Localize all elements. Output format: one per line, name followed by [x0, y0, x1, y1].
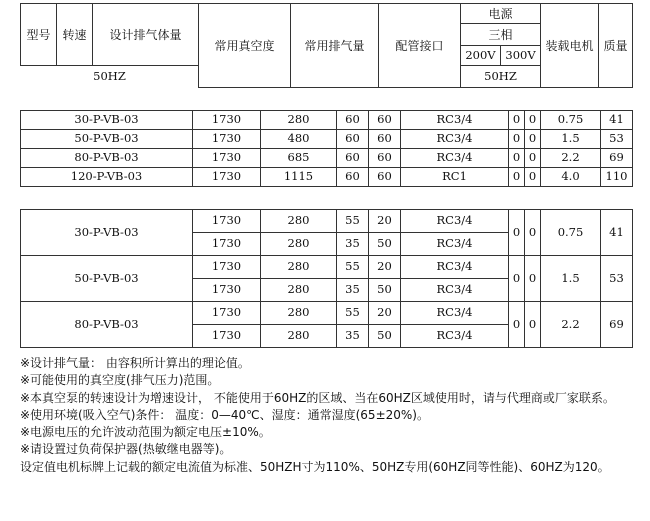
cell-v300: 0	[525, 210, 541, 256]
cell-v300: 0	[525, 130, 541, 149]
header-hz-design: 50HZ	[21, 66, 199, 88]
cell-speed: 1730	[193, 279, 261, 302]
header-300v: 300V	[501, 46, 541, 66]
note-line: ※使用环境(吸入空气)条件： 温度：0—40℃、湿度：通常湿度(65±20%)。	[20, 407, 429, 422]
cell-displacement: 280	[261, 210, 337, 233]
cell-displacement: 280	[261, 302, 337, 325]
cell-vacuum: 35	[337, 233, 369, 256]
header-pipe-port: 配管接口	[379, 4, 461, 88]
cell-motor: 4.0	[541, 168, 601, 187]
cell-speed: 1730	[193, 111, 261, 130]
cell-flow: 50	[369, 325, 401, 348]
cell-vacuum: 55	[337, 302, 369, 325]
cell-vacuum: 60	[337, 111, 369, 130]
cell-motor: 1.5	[541, 130, 601, 149]
cell-v200: 0	[509, 149, 525, 168]
cell-model: 80-P-VB-03	[21, 149, 193, 168]
cell-v200: 0	[509, 210, 525, 256]
cell-port: RC3/4	[401, 256, 509, 279]
cell-speed: 1730	[193, 130, 261, 149]
cell-port: RC3/4	[401, 149, 509, 168]
cell-mass: 53	[601, 256, 633, 302]
cell-model: 50-P-VB-03	[21, 256, 193, 302]
note-line: ※请设置过负荷保护器(热敏继电器等)。	[20, 442, 232, 457]
cell-vacuum: 55	[337, 210, 369, 233]
cell-speed: 1730	[193, 210, 261, 233]
cell-speed: 1730	[193, 149, 261, 168]
cell-displacement: 280	[261, 279, 337, 302]
cell-mass: 41	[601, 111, 633, 130]
cell-vacuum: 55	[337, 256, 369, 279]
table-row	[21, 130, 633, 149]
header-motor: 装载电机	[541, 4, 599, 88]
cell-v200: 0	[509, 168, 525, 187]
cell-v300: 0	[525, 111, 541, 130]
cell-vacuum: 35	[337, 325, 369, 348]
cell-speed: 1730	[193, 256, 261, 279]
table-row	[21, 256, 633, 279]
cell-motor: 2.2	[541, 149, 601, 168]
cell-vacuum: 60	[337, 130, 369, 149]
cell-mass: 69	[601, 149, 633, 168]
table-row	[21, 111, 633, 130]
note-line: ※电源电压的允许波动范围为额定电压±10%。	[20, 425, 271, 440]
cell-flow: 60	[369, 130, 401, 149]
spec-table-1	[20, 110, 633, 187]
cell-motor: 0.75	[541, 210, 601, 256]
cell-flow: 20	[369, 256, 401, 279]
cell-displacement: 685	[261, 149, 337, 168]
cell-displacement: 280	[261, 325, 337, 348]
cell-speed: 1730	[193, 325, 261, 348]
table-row	[21, 168, 633, 187]
cell-vacuum: 60	[337, 149, 369, 168]
cell-flow: 20	[369, 210, 401, 233]
table-row	[21, 149, 633, 168]
cell-speed: 1730	[193, 233, 261, 256]
cell-motor: 1.5	[541, 256, 601, 302]
cell-motor: 0.75	[541, 111, 601, 130]
cell-vacuum: 60	[337, 168, 369, 187]
cell-flow: 20	[369, 302, 401, 325]
cell-port: RC3/4	[401, 233, 509, 256]
cell-flow: 60	[369, 111, 401, 130]
cell-displacement: 480	[261, 130, 337, 149]
header-common-displacement: 常用排气量	[291, 4, 379, 88]
note-line: ※可能使用的真空度(排气压力)范围。	[20, 373, 220, 388]
spec-header-table	[20, 3, 633, 88]
cell-motor: 2.2	[541, 302, 601, 348]
header-model: 型号	[21, 4, 57, 66]
cell-v300: 0	[525, 149, 541, 168]
cell-model: 30-P-VB-03	[21, 111, 193, 130]
cell-displacement: 280	[261, 256, 337, 279]
cell-displacement: 280	[261, 233, 337, 256]
cell-displacement: 280	[261, 111, 337, 130]
cell-mass: 41	[601, 210, 633, 256]
cell-port: RC3/4	[401, 210, 509, 233]
cell-port: RC3/4	[401, 302, 509, 325]
cell-vacuum: 35	[337, 279, 369, 302]
header-design-displacement: 设计排气体量	[93, 4, 199, 66]
notes	[20, 355, 640, 476]
cell-speed: 1730	[193, 168, 261, 187]
table-row	[21, 210, 633, 233]
note-line: ※本真空泵的转速设计为增速设计， 不能使用于60HZ的区域、当在60HZ区域使用时，请与代理商或厂家联系。	[20, 390, 615, 405]
cell-v200: 0	[509, 256, 525, 302]
cell-flow: 60	[369, 168, 401, 187]
cell-flow: 50	[369, 279, 401, 302]
cell-flow: 60	[369, 149, 401, 168]
cell-v200: 0	[509, 130, 525, 149]
header-speed: 转速	[57, 4, 93, 66]
cell-mass: 69	[601, 302, 633, 348]
cell-model: 30-P-VB-03	[21, 210, 193, 256]
cell-mass: 53	[601, 130, 633, 149]
header-mass: 质量	[599, 4, 633, 88]
cell-port: RC3/4	[401, 130, 509, 149]
cell-displacement: 1115	[261, 168, 337, 187]
cell-v200: 0	[509, 111, 525, 130]
cell-port: RC3/4	[401, 279, 509, 302]
note-line: ※设计排气量： 由容积所计算出的理论值。	[20, 356, 250, 370]
header-common-vacuum: 常用真空度	[199, 4, 291, 88]
cell-v300: 0	[525, 168, 541, 187]
header-three-phase: 三相	[461, 24, 541, 46]
cell-model: 80-P-VB-03	[21, 302, 193, 348]
header-hz-power: 50HZ	[461, 66, 541, 88]
cell-speed: 1730	[193, 302, 261, 325]
cell-mass: 110	[601, 168, 633, 187]
spec-table-2	[20, 209, 633, 348]
cell-v300: 0	[525, 302, 541, 348]
cell-flow: 50	[369, 233, 401, 256]
cell-port: RC1	[401, 168, 509, 187]
cell-v200: 0	[509, 302, 525, 348]
cell-model: 50-P-VB-03	[21, 130, 193, 149]
header-power: 电源	[461, 4, 541, 24]
cell-port: RC3/4	[401, 111, 509, 130]
cell-model: 120-P-VB-03	[21, 168, 193, 187]
note-line: 设定值电机标牌上记载的额定电流值为标准、50HZH寸为110%、50HZ专用(60HZ同等性能)、60HZ为120。	[20, 459, 610, 474]
table-row	[21, 302, 633, 325]
cell-v300: 0	[525, 256, 541, 302]
cell-port: RC3/4	[401, 325, 509, 348]
header-200v: 200V	[461, 46, 501, 66]
